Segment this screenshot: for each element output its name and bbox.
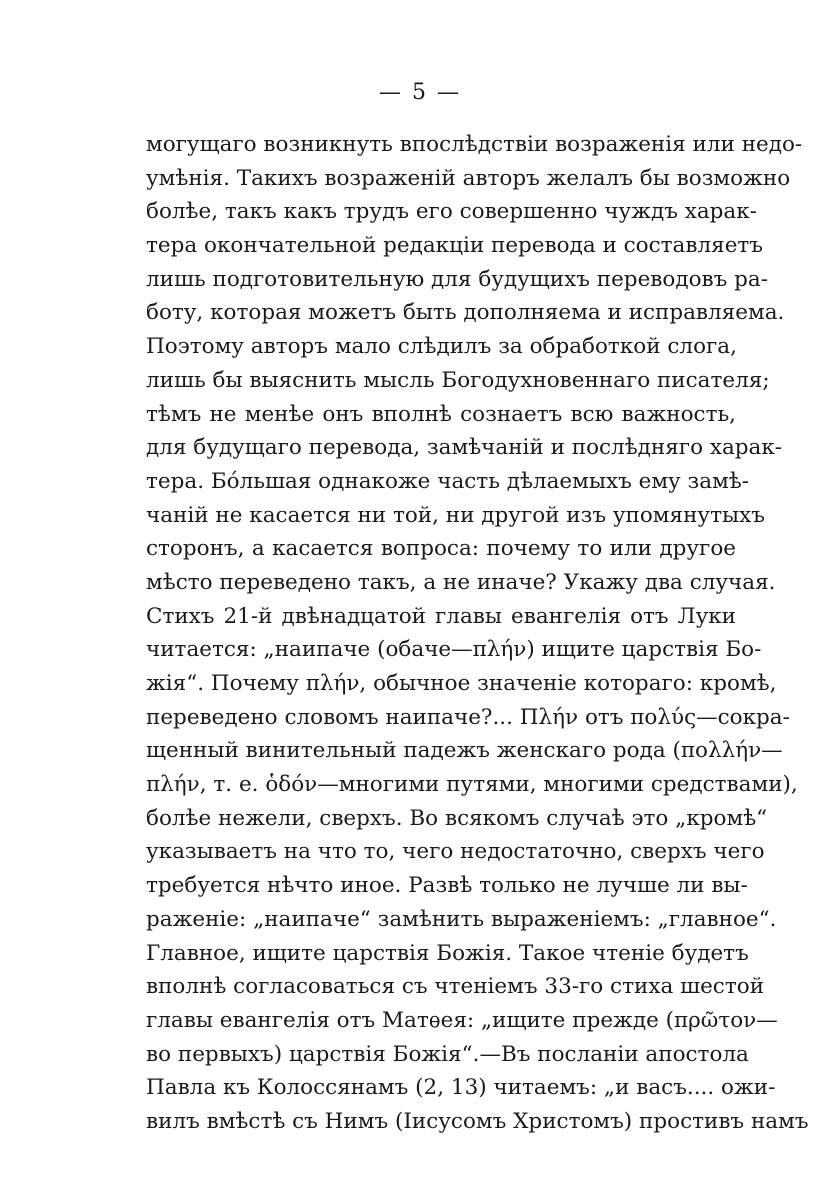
text-line: требуется нѣчто иное. Развѣ только не лучше ли вы- [146,873,748,899]
text-line: πλήν, т. е. ὁδόν—многими путями, многими средствами), [146,772,798,798]
text-line: переведено словомъ наипаче?... Πλήν отъ πολύς—сокра- [146,704,790,730]
text-line: раженіе: „наипаче“ замѣнить выраженіемъ: „главное“. [146,906,777,932]
page-number: — 5 — [379,80,461,105]
text-line: Стихъ 21-й двѣнадцатой главы евангелія отъ Луки [146,603,736,629]
text-line: тера. Бóльшая однакоже часть дѣлаемыхъ ему замѣ- [146,468,750,494]
text-line: во первыхъ) царствія Божія“.—Въ посланіи апостола [146,1041,749,1067]
text-line: указываетъ на что то, чего недостаточно, сверхъ чего [146,839,765,865]
text-line: жія“. Почему πλήν, обычное значеніе котораго: кромѣ, [146,671,777,696]
text-line: Поэтому авторъ мало слѣдилъ за обработкой слога, [146,334,737,360]
text-line: главы евангелія отъ Матѳея: „ищите прежде (πρῶτον— [146,1007,778,1033]
text-line: тера окончательной редакціи перевода и составляетъ [146,233,763,259]
text-line: вполнѣ согласоваться съ чтеніемъ 33-го стиха шестой [146,974,765,1000]
text-line: щенный винительный падежъ женскаго рода (πολλήν— [146,738,783,764]
text-line: для будущаго перевода, замѣчаній и послѣдняго харак- [146,435,783,461]
text-line: Главное, ищите царствія Божія. Такое чтеніе будетъ [146,940,749,966]
text-line: боту, которая можетъ быть дополняема и исправляема. [146,300,785,326]
text-line: чаній не касается ни той, ни другой изъ упомянутыхъ [146,502,765,528]
body-text [146,128,809,1139]
text-line: сторонъ, а касается вопроса: почему то или другое [146,536,736,562]
text-line: болѣе нежели, сверхъ. Во всякомъ случаѣ это „кромѣ“ [146,805,768,831]
text-line: читается: „наипаче (обаче—πλήν) ищите царствія Бо- [146,637,762,663]
text-line: умѣнія. Такихъ возраженій авторъ желалъ бы возможно [146,165,791,191]
text-line: лишь подготовительную для будущихъ переводовъ ра- [146,266,768,292]
text-line: тѣмъ не менѣе онъ вполнѣ сознаетъ всю важность, [146,401,736,427]
text-line: мѣсто переведено такъ, а не иначе? Укажу два случая. [146,569,776,595]
text-line: лишь бы выяснить мысль Богодухновеннаго писателя; [146,367,770,393]
text-line: болѣе, такъ какъ трудъ его совершенно чуждъ харак- [146,199,757,225]
text-line: Павла къ Колоссянамъ (2, 13) читаемъ: „и васъ.... ожи- [146,1075,776,1101]
text-line: вилъ вмѣстѣ съ Нимъ (Іисусомъ Христомъ) простивъ намъ [146,1108,809,1134]
text-line: могущаго возникнуть впослѣдствіи возраженія или недо- [146,132,803,157]
